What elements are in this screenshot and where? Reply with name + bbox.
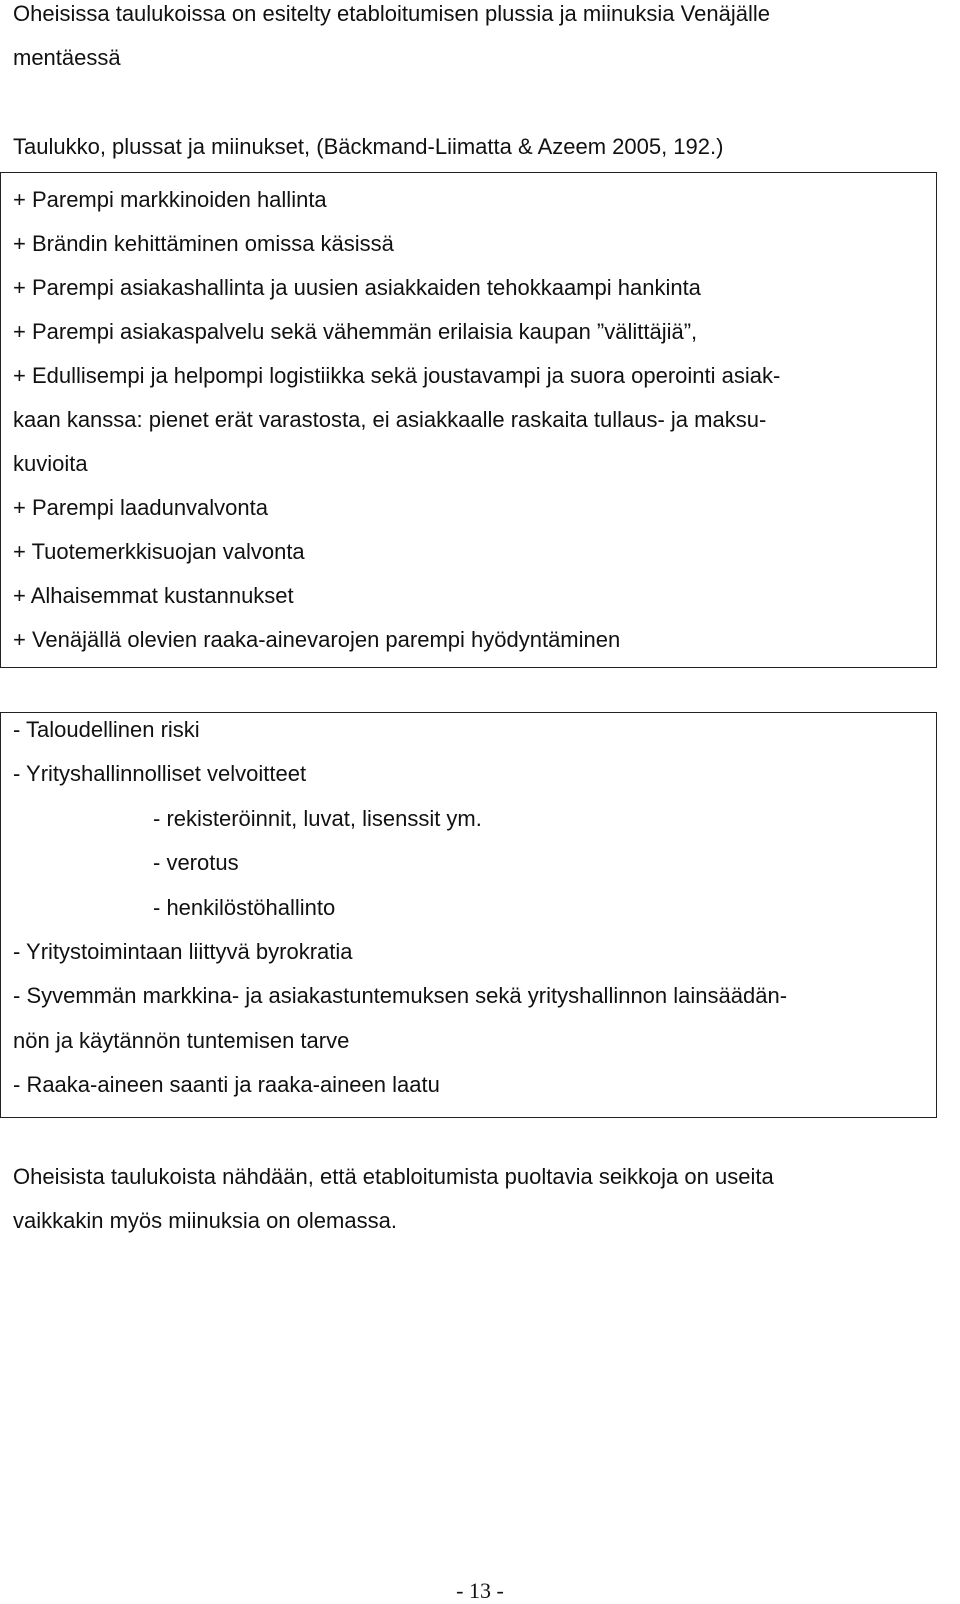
conclusion-line-1: Oheisista taulukoista nähdään, että etabloitumista puoltavia seikkoja on useita: [13, 1164, 774, 1189]
plus-box: [0, 172, 937, 668]
page-number: - 13 -: [456, 1578, 504, 1603]
intro-line-2: mentäessä: [13, 45, 121, 70]
intro-line-1: Oheisissa taulukoissa on esitelty etabloitumisen plussia ja miinuksia Venäjälle: [13, 1, 770, 26]
minus-item: - Syvemmän markkina- ja asiakastuntemuksen sekä yrityshallinnon lainsäädän-: [13, 983, 788, 1008]
plus-item: + Parempi asiakashallinta ja uusien asiakkaiden tehokkaampi hankinta: [13, 275, 701, 300]
minus-item: - Yritystoimintaan liittyvä byrokratia: [13, 939, 353, 964]
plus-item: + Edullisempi ja helpompi logistiikka sekä joustavampi ja suora operointi asiak-: [13, 363, 781, 388]
plus-item: + Parempi laadunvalvonta: [13, 495, 268, 520]
plus-item: + Alhaisemmat kustannukset: [13, 583, 294, 608]
minus-box: [0, 712, 937, 1118]
plus-item: + Tuotemerkkisuojan valvonta: [13, 539, 305, 564]
conclusion-line-2: vaikkakin myös miinuksia on olemassa.: [13, 1208, 397, 1233]
minus-subitem: - henkilöstöhallinto: [153, 895, 336, 920]
minus-subitem: - rekisteröinnit, luvat, lisenssit ym.: [153, 806, 482, 831]
plus-item: + Brändin kehittäminen omissa käsissä: [13, 231, 394, 256]
table-caption: Taulukko, plussat ja miinukset, (Bäckmand-Liimatta & Azeem 2005, 192.): [13, 134, 724, 159]
minus-item: nön ja käytännön tuntemisen tarve: [13, 1028, 350, 1053]
plus-item: kaan kanssa: pienet erät varastosta, ei asiakkaalle raskaita tullaus- ja maksu-: [13, 407, 767, 432]
plus-item: + Parempi markkinoiden hallinta: [13, 187, 327, 212]
plus-item: kuvioita: [13, 451, 88, 476]
minus-subitem: - verotus: [153, 850, 239, 875]
minus-item: - Raaka-aineen saanti ja raaka-aineen laatu: [13, 1072, 440, 1097]
plus-item: + Venäjällä olevien raaka-ainevarojen parempi hyödyntäminen: [13, 627, 621, 652]
plus-item: + Parempi asiakaspalvelu sekä vähemmän erilaisia kaupan ”välittäjiä”,: [13, 319, 698, 344]
minus-item: - Yrityshallinnolliset velvoitteet: [13, 761, 307, 786]
minus-item: - Taloudellinen riski: [13, 717, 200, 742]
